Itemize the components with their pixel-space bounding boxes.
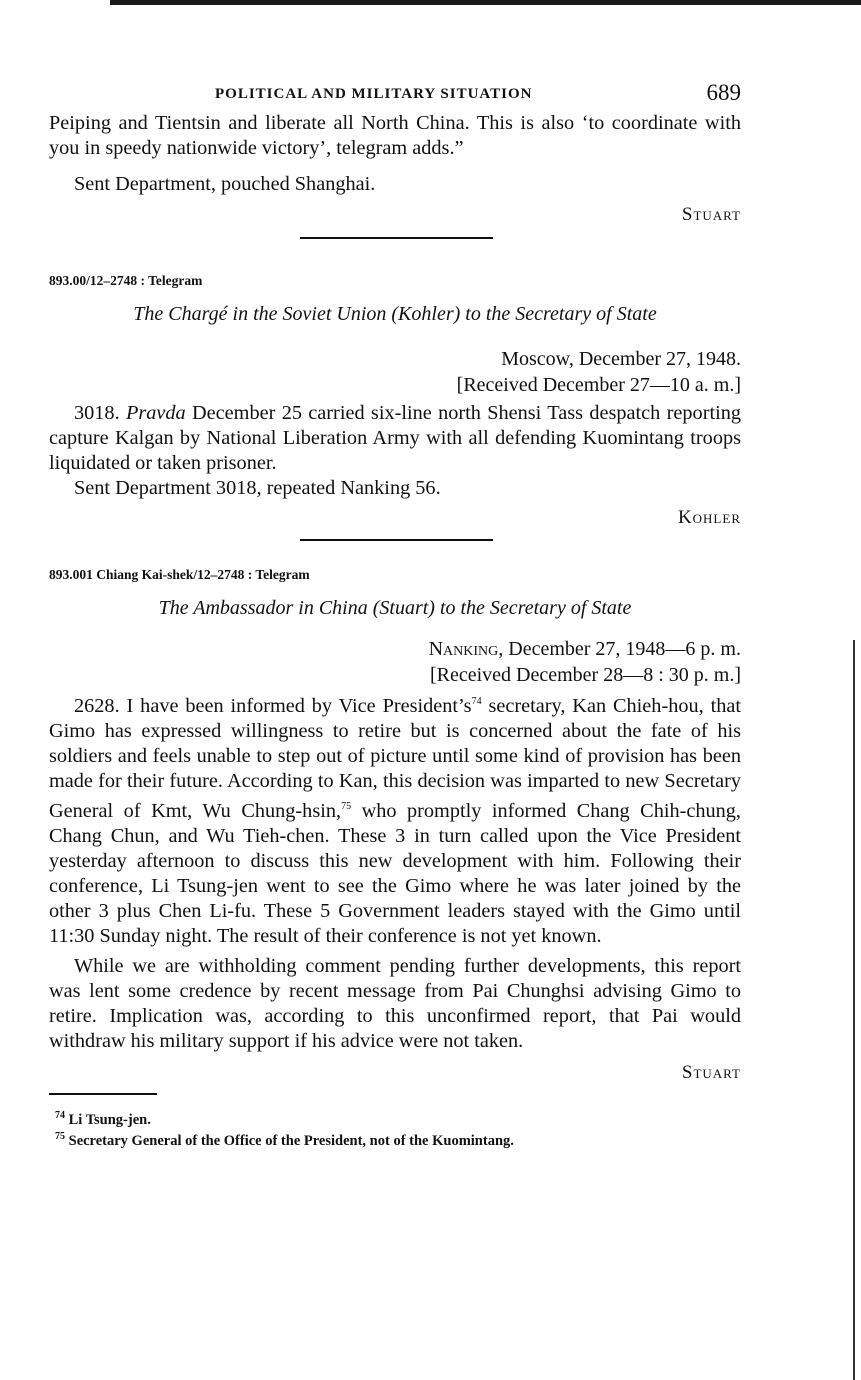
- section-divider: [300, 237, 493, 239]
- doc1-signature: Stuart: [681, 204, 741, 225]
- doc2-number: 3018.: [74, 402, 120, 424]
- doc3-received: [Received December 28—8 : 30 p. m.]: [429, 664, 741, 686]
- doc3-date: December 27, 1948—6 p. m.: [503, 638, 741, 660]
- doc2-received: [Received December 27—10 a. m.]: [456, 374, 741, 396]
- doc2-italic-word: Pravda: [125, 402, 186, 424]
- running-title: POLITICAL AND MILITARY SITUATION: [215, 86, 533, 102]
- footnote-ref-75: 75: [341, 800, 352, 812]
- doc3-paragraph-1-c: who promptly informed Chang Chih-chung, Chang Chun, and Wu Tieh-chen. These 3 in turn called upon the Vice President yesterday afternoon to discuss this new development with him. Following their conference, Li Tsung-jen went to see the Gimo where he was later joined by the other 3 plus Chen Li-fu. These 5 Government leaders stayed with the Gimo until 11:30 Sunday night. The result of their conference is not yet known.: [49, 799, 742, 947]
- doc3-paragraph-1: [49, 689, 741, 949]
- doc2-file-reference: 893.00/12–2748 : Telegram: [49, 273, 203, 288]
- page-number: 689: [706, 80, 741, 105]
- doc2-heading: The Chargé in the Soviet Union (Kohler) to the Secretary of State: [133, 303, 657, 325]
- doc1-sent-line: Sent Department, pouched Shanghai.: [74, 173, 376, 195]
- doc2-paragraph-2: Sent Department 3018, repeated Nanking 56.: [74, 477, 441, 499]
- running-head: [49, 80, 741, 110]
- footnote-rule: [49, 1093, 157, 1095]
- footnote-mark: 75: [55, 1131, 65, 1143]
- doc3-place-date: [49, 636, 741, 662]
- doc2-place-date: Moscow, December 27, 1948.: [501, 348, 741, 370]
- scan-right-edge: [853, 640, 855, 1380]
- footnote-mark: 74: [55, 1109, 65, 1121]
- doc3-signature: Stuart: [681, 1061, 741, 1083]
- doc3-paragraph-2: While we are withholding comment pending further developments, this report was lent some credence by recent message from Pai Chunghsi advising Gimo to retire. Implication was, according to this unconfirmed report, that Pai would withdraw his military support if his advice were not taken.: [49, 954, 741, 1052]
- doc3-paragraph-1-b: secretary, Kan Chieh-hou, that Gimo has expressed willingness to retire but is concerned about the fate of his soldiers and feels unable to step out of picture until some kind of provision has been made for their future. According to Kan, this decision was imparted to new Secretary General of Kmt, Wu Chung-hsin,: [49, 694, 741, 822]
- footnote-74: [55, 1107, 741, 1129]
- footnote-text: Li Tsung-jen.: [68, 1111, 151, 1128]
- document-page: [49, 80, 741, 1150]
- section-divider: [300, 539, 493, 541]
- doc3-place: Nanking,: [428, 638, 504, 660]
- doc2-signature: Kohler: [677, 507, 741, 528]
- doc3-heading: The Ambassador in China (Stuart) to the Secretary of State: [158, 597, 632, 619]
- footnote-75: [55, 1128, 741, 1150]
- doc2-paragraph-1: [49, 401, 741, 476]
- footnote-text: Secretary General of the Office of the President, not of the Kuomintang.: [68, 1133, 514, 1150]
- doc3-paragraph-1-a: 2628. I have been informed by Vice President’s: [74, 694, 472, 717]
- scan-top-edge: [110, 0, 861, 5]
- doc1-paragraph: Peiping and Tientsin and liberate all North China. This is also ‘to coordinate with you in speedy nationwide victory’, telegram adds.”: [49, 112, 741, 159]
- footnote-ref-74: 74: [471, 696, 482, 707]
- doc3-file-reference: 893.001 Chiang Kai-shek/12–2748 : Telegram: [49, 567, 310, 582]
- doc2-paragraph-1-text: December 25 carried six-line north Shensi Tass despatch reporting capture Kalgan by National Liberation Army with all defending Kuomintang troops liquidated or taken prisoner.: [49, 402, 742, 474]
